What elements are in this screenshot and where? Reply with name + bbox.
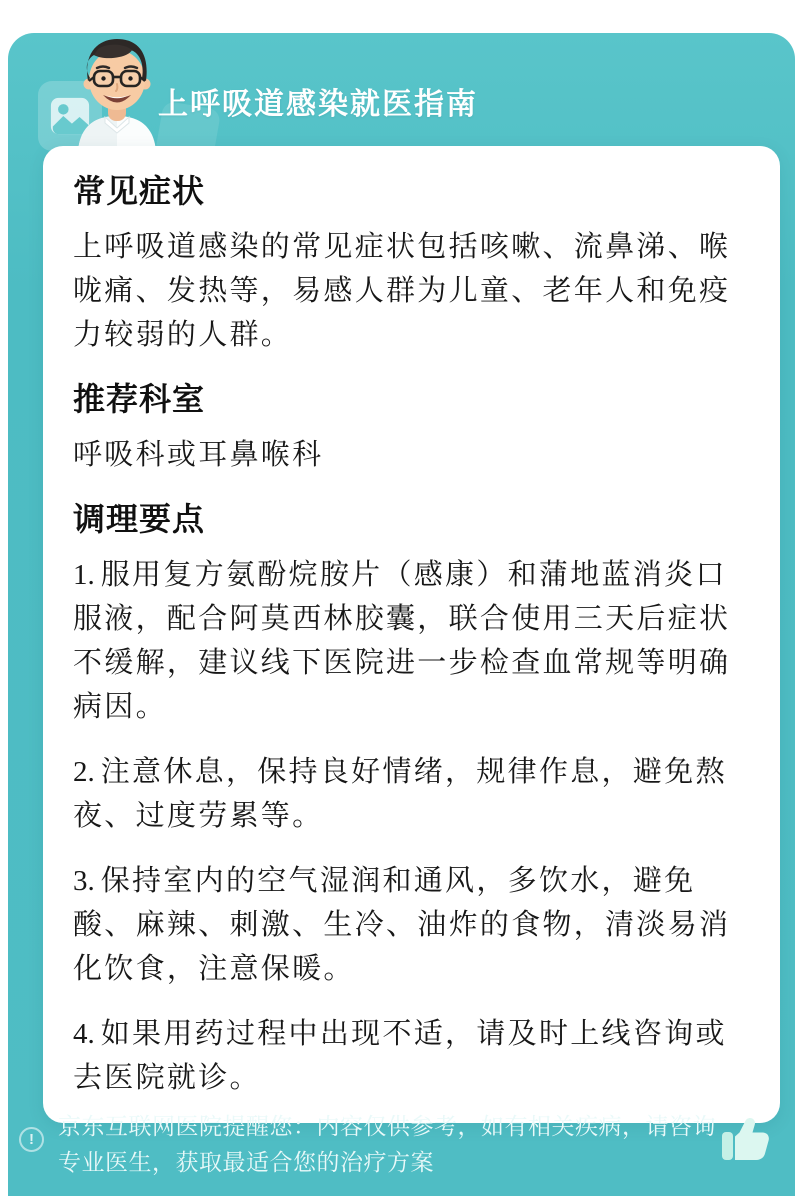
care-tip-1	[73, 553, 754, 729]
page-title: 上呼吸道感染就医指南	[158, 88, 478, 121]
care-tip-4-number: 4.	[73, 1018, 95, 1050]
section-heading-department: 推荐科室	[73, 381, 206, 417]
teal-background-panel	[8, 33, 795, 1196]
care-tip-1-text: 服用复方氨酚烷胺片（感康）和蒲地蓝消炎口服液，配合阿莫西林胶囊，联合使用三天后症状不缓解，建议线下医院进一步检查血常规等明确病因。	[73, 559, 731, 723]
care-tip-1-number: 1.	[73, 559, 95, 591]
symptoms-text: 上呼吸道感染的常见症状包括咳嗽、流鼻涕、喉咙痛、发热等，易感人群为儿童、老年人和免疫力较弱的人群。	[73, 231, 731, 351]
thumbs-up-icon[interactable]	[720, 1116, 770, 1164]
care-tip-2-text: 注意休息，保持良好情绪，规律作息，避免熬夜、过度劳累等。	[73, 756, 727, 832]
care-tip-2	[73, 750, 754, 838]
disclaimer-text: 京东互联网医院提醒您：内容仅供参考，如有相关疾病，请咨询专业医生，获取最适合您的治疗方案	[58, 1113, 716, 1175]
care-tip-2-number: 2.	[73, 756, 95, 788]
content-card	[43, 146, 780, 1123]
care-tip-4	[73, 1012, 754, 1100]
info-icon: !	[19, 1127, 44, 1152]
care-tip-3	[73, 859, 754, 991]
section-heading-symptoms: 常见症状	[73, 173, 206, 209]
care-tip-3-number: 3.	[73, 865, 95, 897]
section-heading-care-tips: 调理要点	[73, 501, 206, 537]
care-tip-4-text: 如果用药过程中出现不适，请及时上线咨询或去医院就诊。	[73, 1018, 727, 1094]
care-tip-3-text: 保持室内的空气湿润和通风，多饮水，避免酸、麻辣、刺激、生冷、油炸的食物，清淡易消化饮食，注意保暖。	[73, 865, 731, 985]
department-text: 呼吸科或耳鼻喉科	[73, 439, 324, 471]
